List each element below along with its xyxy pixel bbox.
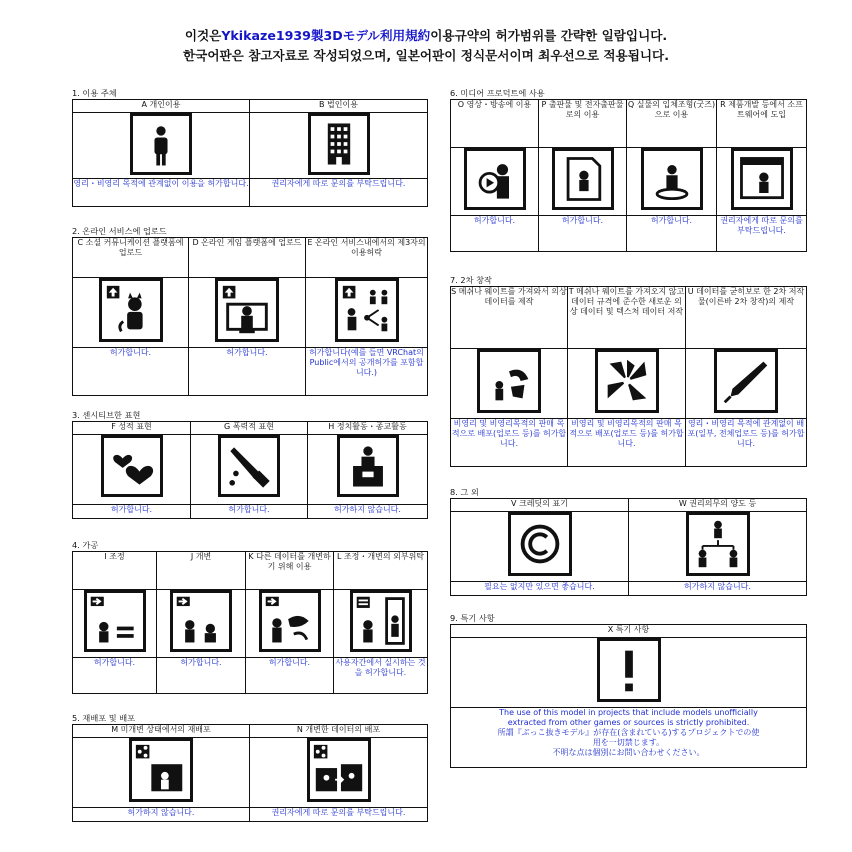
usage-subject-table xyxy=(72,99,428,207)
item-label: O 영상・방송에 이용 xyxy=(451,100,539,148)
item-picture xyxy=(73,435,191,505)
item-result: 허가합니다. xyxy=(73,658,157,694)
item-result: 허가하지 않습니다. xyxy=(308,505,428,519)
item-result: 권리자에게 따로 문의를 부탁드립니다. xyxy=(717,216,807,252)
item-result: 허가합니다. xyxy=(191,505,308,519)
item-picture xyxy=(539,148,627,216)
section-title: 8. 그 외 xyxy=(450,487,479,497)
note-line: extracted from other games or sources is strictly prohibited. xyxy=(507,718,750,727)
item-label: S 메쉬나 웨이트를 가져와서 의상 데이터를 제작 xyxy=(451,287,568,349)
header-line-2: 한국어판은 참고자료로 작성되었으며, 일본어판이 정식문서이며 최우선으로 적용됩니다. xyxy=(182,48,669,63)
item-result: 허가합니다(예를 들면 VRChat의 Public에서의 공개허가를 포함합니다.) xyxy=(306,348,428,396)
model-name: Ykikaze1939製3Dモデル利用規約 xyxy=(221,28,431,43)
item-picture xyxy=(73,113,250,179)
hearts-icon xyxy=(101,435,163,497)
item-picture xyxy=(308,435,428,505)
item-picture xyxy=(451,638,807,708)
item-result: 영리・비영리 목적에 관계없이 이용을 허가합니다. xyxy=(73,179,250,207)
item-result: 허가합니다. xyxy=(627,216,717,252)
document-header xyxy=(0,26,852,66)
outsource-icon xyxy=(350,590,412,652)
section-sensitive-expression xyxy=(72,410,428,519)
note-line: 所謂『ぶっこ抜きモデル』が存在(含まれている)するプロジェクトでの使 xyxy=(497,728,760,737)
section-usage-subject xyxy=(72,88,428,207)
item-label: N 개변한 데이터의 배포 xyxy=(250,725,428,738)
item-label: K 다른 데이터를 개변하기 위해 이용 xyxy=(246,552,334,590)
distribute-modified-icon xyxy=(307,738,371,802)
item-label: D 온라인 게임 플랫폼에 업로드 xyxy=(189,238,306,278)
podium-icon xyxy=(337,435,399,497)
others-table xyxy=(450,498,807,596)
item-result: 비영리 및 비영리목적의 판매 목적으로 배포(업로드 등)를 허가합니다. xyxy=(568,419,686,467)
video-icon xyxy=(464,148,526,210)
item-result: 비영리 및 비영리목적의 판매 목적으로 배포(업로드 등)를 허가합니다. xyxy=(451,419,568,467)
reuse-icon xyxy=(259,590,321,652)
online-upload-table xyxy=(72,237,428,396)
item-picture xyxy=(451,148,539,216)
section-special-notes xyxy=(450,613,807,768)
sensitive-expression-table xyxy=(72,421,428,519)
section-media-product xyxy=(450,88,807,252)
redistribute-icon xyxy=(129,738,193,802)
item-picture xyxy=(250,738,428,808)
item-picture xyxy=(686,349,807,419)
item-result: 허가하지 않습니다. xyxy=(73,808,250,822)
secondary-creation-table xyxy=(450,286,807,467)
item-picture xyxy=(568,349,686,419)
item-label: F 성적 표현 xyxy=(73,422,191,435)
publication-icon xyxy=(552,148,614,210)
section-title: 3. 센시티브한 표현 xyxy=(72,410,141,420)
item-label: X 특기 사항 xyxy=(451,625,807,638)
item-label: J 개변 xyxy=(157,552,246,590)
item-picture xyxy=(451,512,629,582)
item-result: 사용자간에서 실시하는 것을 허가합니다. xyxy=(334,658,428,694)
special-notes-table xyxy=(450,624,807,768)
item-label: I 조정 xyxy=(73,552,157,590)
item-picture xyxy=(157,590,246,658)
media-product-table xyxy=(450,99,807,252)
building-icon xyxy=(308,113,370,175)
item-picture xyxy=(306,278,428,348)
header-prefix: 이것은 xyxy=(184,28,222,43)
adjust-icon xyxy=(84,590,146,652)
pen-icon xyxy=(714,349,778,413)
section-title: 5. 재배포 및 배포 xyxy=(72,713,136,723)
item-result: 권리자에게 따로 문의를 부탁드립니다. xyxy=(250,808,428,822)
item-result: 허가합니다. xyxy=(189,348,306,396)
item-picture xyxy=(717,148,807,216)
item-picture xyxy=(189,278,306,348)
item-result: 허가합니다. xyxy=(73,348,189,396)
section-title: 4. 가공 xyxy=(72,540,99,550)
person-icon xyxy=(130,113,192,175)
section-secondary-creation xyxy=(450,275,807,467)
section-title: 7. 2차 창작 xyxy=(450,275,492,285)
redistribution-table xyxy=(72,724,428,822)
copyright-icon xyxy=(508,512,572,576)
item-label: T 메쉬나 웨이트를 가져오지 않고 데이터 규격에 준수한 새로운 의상 데이터 및 텍스처 데이터 저작 xyxy=(568,287,686,349)
item-label: R 제품개발 등에서 소프트웨어에 도입 xyxy=(717,100,807,148)
item-label: V 크레딧의 표기 xyxy=(451,499,629,512)
note-line: The use of this model in projects that include models unofficially xyxy=(499,708,758,717)
item-result: 영리・비영리 목적에 관계없이 배포(일부, 전체업로드 등)를 허가합니다. xyxy=(686,419,807,467)
new-costume-icon xyxy=(595,349,659,413)
section-title: 2. 온라인 서비스에 업로드 xyxy=(72,226,167,236)
section-others xyxy=(450,487,807,596)
item-picture xyxy=(629,512,807,582)
header-line-1 xyxy=(0,26,852,46)
section-processing xyxy=(72,540,428,694)
section-title: 6. 미디어 프로덕트에 사용 xyxy=(450,88,545,98)
item-label: E 온라인 서비스내에서의 제3자의 이용허락 xyxy=(306,238,428,278)
processing-table xyxy=(72,551,428,694)
share-service-icon xyxy=(335,278,399,342)
special-note-text xyxy=(451,708,807,768)
item-picture xyxy=(191,435,308,505)
item-picture xyxy=(334,590,428,658)
item-result: 허가합니다. xyxy=(157,658,246,694)
item-result: 필요는 없지만 있으면 좋습니다. xyxy=(451,582,629,596)
upload-social-icon xyxy=(99,278,163,342)
item-label: L 조정・개변의 외부위탁 xyxy=(334,552,428,590)
item-label: M 미개변 상태에서의 재배포 xyxy=(73,725,250,738)
figure-icon xyxy=(641,148,703,210)
upload-game-icon xyxy=(215,278,279,342)
software-icon xyxy=(731,148,793,210)
item-label: H 정치활동・종교활동 xyxy=(308,422,428,435)
item-picture xyxy=(451,349,568,419)
header-suffix: 이용규약의 허가범위를 간략한 일람입니다. xyxy=(430,28,668,43)
item-picture xyxy=(250,113,428,179)
item-label: C 소셜 커뮤니케이션 플랫폼에 업로드 xyxy=(73,238,189,278)
item-picture xyxy=(73,590,157,658)
item-result: 허가합니다. xyxy=(539,216,627,252)
modify-icon xyxy=(170,590,232,652)
item-result: 허가합니다. xyxy=(451,216,539,252)
item-result: 허가합니다. xyxy=(73,505,191,519)
item-result: 허가합니다. xyxy=(246,658,334,694)
section-title: 9. 특기 사항 xyxy=(450,613,495,623)
extract-mesh-icon xyxy=(477,349,541,413)
note-line: 不明な点は個別にお問い合わせください。 xyxy=(552,748,705,757)
section-redistribution xyxy=(72,713,428,822)
knife-icon xyxy=(218,435,280,497)
item-label: B 법인이용 xyxy=(250,100,428,113)
note-line: 用を一切禁じます。 xyxy=(592,738,665,747)
exclamation-icon xyxy=(597,638,661,702)
section-title: 1. 이용 주체 xyxy=(72,88,117,98)
item-picture xyxy=(246,590,334,658)
item-picture xyxy=(73,278,189,348)
item-label: A 개인이용 xyxy=(73,100,250,113)
item-result: 권리자에게 따로 문의를 부탁드립니다. xyxy=(250,179,428,207)
item-label: Q 실물의 입체조형(굿즈)으로 이용 xyxy=(627,100,717,148)
item-label: P 출판물 및 전자출판물로의 이용 xyxy=(539,100,627,148)
item-label: U 데이터를 굳히보로 한 2차 저작물(이른바 2차 창작)의 제작 xyxy=(686,287,807,349)
item-picture xyxy=(627,148,717,216)
item-picture xyxy=(73,738,250,808)
item-label: W 권리의무의 양도 등 xyxy=(629,499,807,512)
item-label: G 폭력적 표현 xyxy=(191,422,308,435)
section-online-upload xyxy=(72,226,428,396)
item-result: 허가하지 않습니다. xyxy=(629,582,807,596)
transfer-icon xyxy=(686,512,750,576)
